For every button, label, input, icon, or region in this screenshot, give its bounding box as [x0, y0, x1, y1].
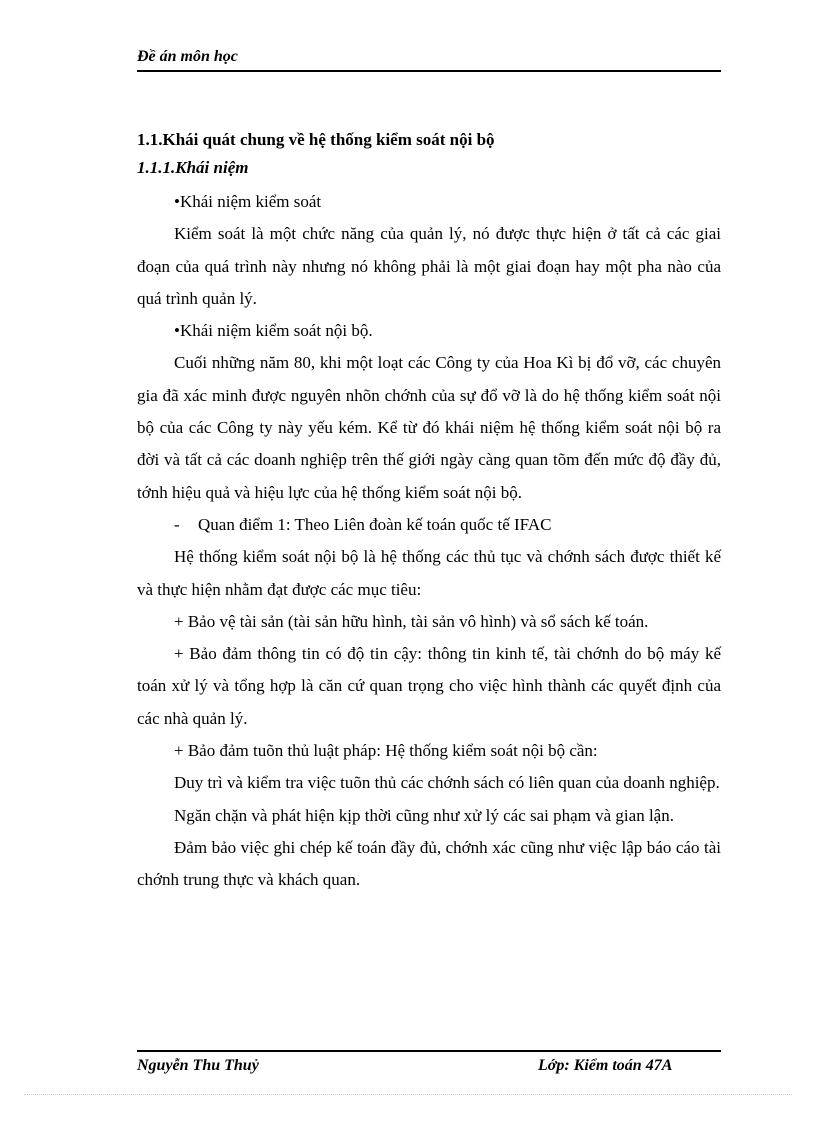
dash-mark: -	[174, 514, 180, 534]
page-content	[137, 126, 721, 897]
footer-author: Nguyễn Thu Thuỷ	[137, 1057, 259, 1074]
bullet-internal-control-concept: •Khái niệm kiểm soát nội bộ.	[174, 321, 373, 341]
paragraph-objective-assets: + Bảo vệ tài sản (tài sản hữu hình, tài sản vô hình) và sổ sách kế toán.	[174, 611, 649, 631]
paragraph-control-definition: Kiểm soát là một chức năng của quản lý, nó được thực hiện ở tất cả các giai đoạn của quá trình này nhưng nó không phải là một giai đoạn hay một pha nào của quá trình quản lý.	[137, 224, 721, 308]
dash-item-viewpoint-1	[137, 509, 721, 541]
section-heading: 1.1.Khái quát chung về hệ thống kiểm soát nội bộ	[137, 130, 495, 149]
paragraph-objective-compliance: + Bảo đảm tuõn thủ luật pháp: Hệ thống kiểm soát nội bộ cần:	[174, 741, 598, 761]
paragraph-prevent-fraud: Ngăn chặn và phát hiện kịp thời cũng như xử lý các sai phạm và gian lận.	[174, 805, 674, 825]
page-header: Đề án môn học	[137, 48, 238, 65]
page-edge-divider	[24, 1094, 792, 1095]
paragraph-maintain-compliance: Duy trì và kiểm tra việc tuõn thủ các chớnh sách có liên quan của doanh nghiệp.	[174, 773, 720, 793]
paragraph-history: Cuối những năm 80, khi một loạt các Công ty của Hoa Kì bị đổ vỡ, các chuyên gia đã xác minh được nguyên nhõn chớnh của sự đổ vỡ là do hệ thống kiểm soát nội bộ của các Công ty này yếu kém. Kể từ đó khái niệm hệ thống kiểm soát nội bộ ra đời và tất cả các doanh nghiệp trên thế giới ngày càng quan tõm đến mức độ đầy đủ, tớnh hiệu quả và hiệu lực của hệ thống kiểm soát nội bộ.	[137, 353, 721, 502]
paragraph-accurate-records: Đảm bảo việc ghi chép kế toán đầy đủ, chớnh xác cũng như việc lập báo cáo tài chớnh trung thực và khách quan.	[137, 837, 721, 890]
dash-item-text: Quan điểm 1: Theo Liên đoàn kế toán quốc tế IFAC	[198, 514, 552, 534]
paragraph-ifac-definition: Hệ thống kiểm soát nội bộ là hệ thống các thủ tục và chớnh sách được thiết kế và thực hiện nhằm đạt được các mục tiêu:	[137, 547, 721, 599]
footer-rule	[137, 1050, 721, 1052]
footer-class: Lớp: Kiểm toán 47A	[538, 1057, 673, 1074]
bullet-control-concept: •Khái niệm kiểm soát	[174, 192, 322, 211]
header-rule	[137, 70, 721, 72]
subsection-heading: 1.1.1.Khái niệm	[137, 158, 249, 177]
paragraph-objective-information: + Bảo đảm thông tin có độ tin cậy: thông tin kinh tế, tài chớnh do bộ máy kế toán xử lý và tổng hợp là căn cứ quan trọng cho việc hình thành các quyết định của các nhà quản lý.	[137, 644, 721, 728]
